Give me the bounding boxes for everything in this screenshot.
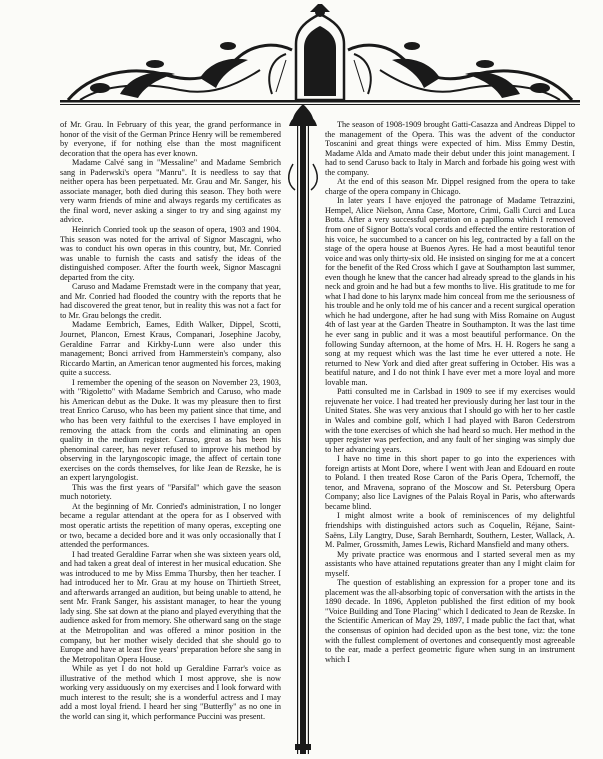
- paragraph: I remember the opening of the season on November 23, 1903, with "Rigoletto" with Madame Sembrich and Caruso, who made his American debut as the Duke. It was my pleasure then to first treat Enrico Caruso, who has been my patient since that time, and who has been very faithful to the exercises I have employed in removing the attack from the cords and eliminating an open quality in the medium register. Caruso, great as has been his phenominal career, has never refused to improve his method by observing in the laryngoscopic image, the affect of certain tone exercises on the cords themselves, for like Jean de Rezske, he is an expert laryngologist.: [60, 377, 281, 483]
- paragraph: While as yet I do not hold up Geraldine Farrar's voice as illustrative of the method which I most approve, she is now working very assiduously on my exercises and I look forward with much interest to the result; she is a wonderful actress and I may add a most loyal friend. I heard her sing "Butterfly" as no one in the world can sing it, which performance Puccini was present.: [60, 664, 281, 721]
- paragraph: The season of 1908-1909 brought Gatti-Casazza and Andreas Dippel to the management of the Opera. This was the advent of the conductor Toscanini and great things were expected of him. Miss Emmy Destin, Madame Alda and Amato made their debut under this joint management. I had to send Caruso back to Italy in March and forbade his going west with the company.: [325, 120, 575, 177]
- paragraph: In later years I have enjoyed the patronage of Madame Tetrazzini, Hempel, Alice Nielson, Anna Case, Mortore, Crimi, Galli Curci and Luca Botta. After a very successful operation on a papilloma which I removed from one of Signor Botta's vocal cords and effected the entire restoration of his voice, he succumbed to a cancer on his leg, contracted by a fall on the stage of the opera house at Buenos Ayres. He had a most beautiful tenor voice and was only thirty-six old. He insisted on singing for me at a concert for the benefit of the Red Cross which I gave at Southampton last summer, even though he knew that the cancer had already spread to the glands in his neck and groin and he had but a few months to live. His gratitude to me for what I had done to his larynx made him conceal from me the seriousness of his trouble and he only told me of his cancer and a recent surgical operation which he had undergone, after he had sung with Miss Romaine on August 4th of last year at the Garden Theatre in Southampton. It was the last time he ever sang in public and it was a most beautiful performance. On the following Sunday afternoon, at the home of Mrs. H. H. Rogers he sang a song at my request which was the last time he ever uttered a note. He returned to New York and died after great suffering in October. His was a beatiful nature, and I do not think I have ever met a more loyal and more lovable man.: [325, 196, 576, 387]
- left-text-column: [60, 120, 281, 721]
- paragraph: I might almost write a book of reminiscences of my delightful friendships with distinguished actors such as Coquelin, Réjane, Saint-Saëns, Lily Langtry, Duse, Sarah Bernhardt, Southern, Lester, Wallack, A. M. Palmer, Grossmith, James Lewis, Richard Mansfield and many others.: [325, 511, 575, 550]
- paragraph: Madame Calvé sang in "Messaline" and Madame Sembrich sang in Paderwski's opera "Manru". It is needless to say that neither opera has been perpetuated. Mr. Grau and Mr. Sanger, his associate manager, both died during this season. They both were very warm friends of mine and always regards my certificates as the final word, never asking a singer to try and sing against my advice.: [60, 158, 281, 225]
- paragraph: At the end of this season Mr. Dippel resigned from the opera to take charge of the opera company in Chicago.: [325, 177, 575, 196]
- paragraph: I have no time in this short paper to go into the experiences with foreign artists at Mont Dore, where I went with Jean and Edouard en route to Poland. I then treated Rose Caron of the Paris Opera, Tchernoff, the tenor, and Mravena, soprano of the Moscow and St. Petersburg Opera Company; also lice Lavignes of the Palais Royal in Paris, who afterwards became blind.: [325, 454, 575, 511]
- paragraph: My private practice was enormous and I started several men as my assistants who have attained reputations greater than any I might claim for myself.: [325, 549, 575, 578]
- paragraph: The question of establishing an expression for a proper tone and its placement was the all-absorbing topic of conversation with the artists in the 1890 decade. In 1896, Appleton published the first edition of my book "Voice Building and Tone Placing" which I dedicated to Jean de Rezske. In the Scientific American of May 29, 1897, I made public the fact that, what the consensus of opinion had decided upon as the best tone, viz: the tone with the fullest complement of overtones and consequently most agreeable to the ear, made a perfect geometric figure when sung in an instrument which I: [325, 578, 575, 664]
- paragraph: Heinrich Conried took up the season of opera, 1903 and 1904. This season was noted for the arrival of Signor Mascagni, who was to conduct his own operas in this country, but, Mr. Conried was unable to furnish the casts and satisfy the ideas of the distinguished composer. After the fourth week, Signor Mascagni departed from the city.: [60, 225, 281, 282]
- paragraph: Patti consulted me in Carlsbad in 1909 to see if my exercises would rejuvenate her voice. I had treated her previously during her last tour in the United States. She was very anxious that I should go with her to her castle in Wales and combine golf, which I had played with Baron Cederstrom with the tone exercises of which she had heard so much. Her method in the upper register was perfection, and any fault of her singing was simply due to her advancing years.: [325, 387, 575, 454]
- paragraph: This was the first years of "Parsifal" which gave the season much notoriety.: [60, 482, 281, 502]
- paragraph: of Mr. Grau. In February of this year, the grand performance in honor of the visit of the German Prince Henry will be remembered by everyone, if for nothing else than the most magnificent decoration that the opera has ever known.: [60, 120, 281, 158]
- right-text-column: [325, 120, 575, 664]
- paragraph: Caruso and Madame Fremstadt were in the company that year, and Mr. Conried had flooded the country with the reports that he had discovered the great tenor, but in reality this was not a fact for to Mr. Grau belongs the credit.: [60, 282, 281, 320]
- paragraph: At the beginning of Mr. Conried's administration, I no longer became a regular attendant at the opera for as I observed with most operatic artists the repetition of many operas, excepting one or two, became a decided bore and it was only occasionally that I attended the performances.: [60, 501, 281, 550]
- paragraph: I had treated Geraldine Farrar when she was sixteen years old, and had taken a great deal of interest in her musical education. She was introduced to me by Miss Emma Thursby, then her teacher. I had introduced her to Mr. Grau at my house on Thirtieth Street, and afterwards arranged an audition, but being unable to attend, he sent Mr. Frank Sanger, his assistant manager, to hear the young lady sing. She sat down at the piano and played everything that the audience asked for from memory. She otherward sang on the stage at the Metropolitan and was offered a minor position in the company, but her mother wisely decided that she should go to Europe and have at least five years' preparation before she sang in the Metropolitan Opera House.: [60, 549, 281, 664]
- ornamental-column-divider: [283, 104, 323, 759]
- paragraph: Madame Eembrich, Eames, Edith Walker, Dippel, Scotti, Journet, Plancon, Ernest Kraus, Companari, Josephine Jacoby, Geraldine Farrar and Kirkby-Lunn were also under this management; Bonci arrived from Hammerstein's company, also Riccardo Martin, an American tenor augmented his forces, making quite a success.: [60, 320, 281, 378]
